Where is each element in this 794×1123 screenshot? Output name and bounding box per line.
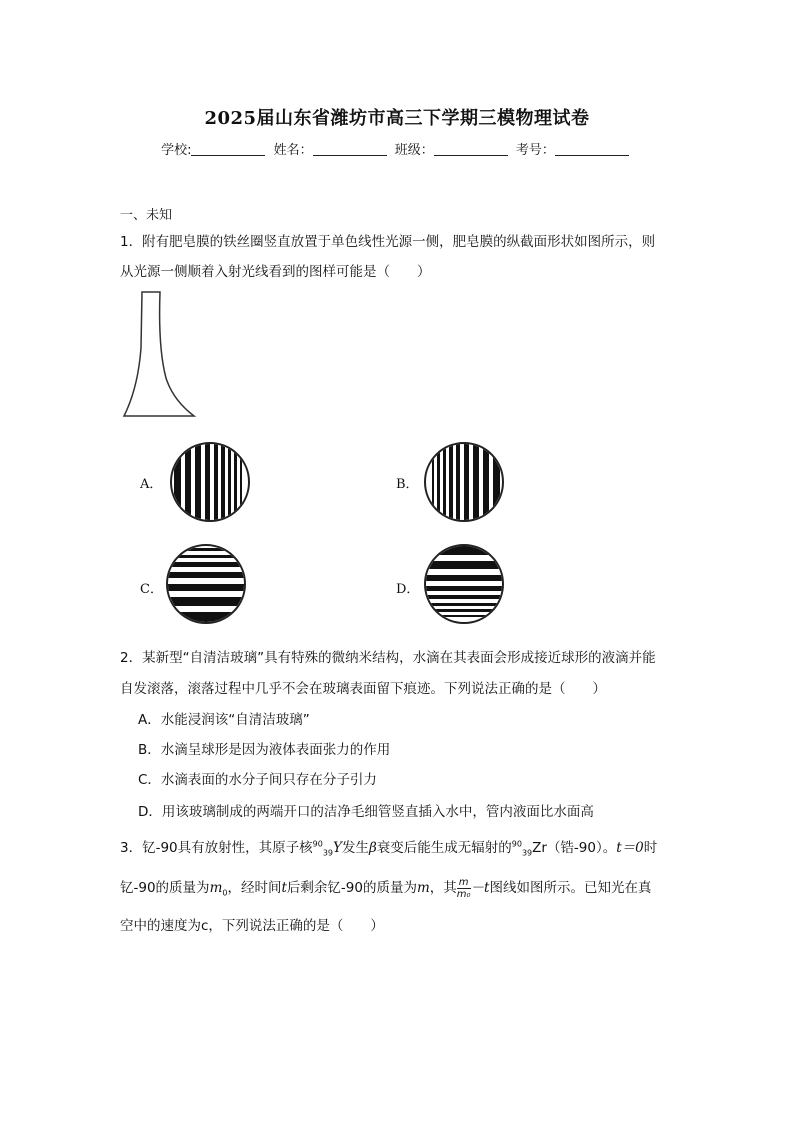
q3-line3: 空中的速度为c，下列说法正确的是（ ） (120, 918, 384, 934)
minus-t: －t (470, 880, 490, 896)
exam-number-blank[interactable] (555, 142, 629, 156)
m0-subscript: 0 (222, 888, 228, 898)
m-symbol: m (416, 880, 430, 896)
t-symbol: t (281, 880, 287, 896)
fraction-numerator: m (458, 876, 469, 888)
q1-option-b-label: B． (396, 477, 419, 492)
q3-text-6: 钇-90的质量为 (120, 880, 210, 896)
q1-line1: 1．附有肥皂膜的铁丝圈竖直放置于单色线性光源一侧，肥皂膜的纵截面形状如图所示，则 (120, 234, 656, 250)
q2-option-c[interactable]: C．水滴表面的水分子间只存在分子引力 (138, 772, 377, 788)
q1-option-d-label: D． (396, 582, 420, 597)
q1-option-d-image[interactable] (424, 544, 504, 624)
q1-option-a-image[interactable] (170, 442, 250, 522)
beta-symbol: β (368, 840, 377, 856)
y-symbol: Y (333, 840, 342, 856)
q1-option-c-label: C． (140, 582, 163, 597)
q3-text-2: 发生 (341, 840, 369, 856)
m-over-m0-fraction (457, 877, 471, 900)
section-heading: 一、未知 (120, 208, 173, 223)
exam-title: 2025届山东省潍坊市高三下学期三模物理试卷 (204, 108, 590, 129)
q2-option-b[interactable]: B．水滴呈球形是因为液体表面张力的作用 (138, 742, 391, 758)
q3-text-8: 后剩余钇-90的质量为 (286, 880, 417, 896)
q3-text-1: 3．钇-90具有放射性，其原子核 (120, 840, 313, 856)
q3-text-3: 衰变后能生成无辐射的 (376, 840, 512, 856)
zr-symbol: Zr (532, 840, 547, 856)
y-mass-number: 90 (312, 839, 323, 849)
class-label: 班级： (394, 143, 434, 158)
q2-line1: 2．某新型“自清洁玻璃”具有特殊的微纳米结构，水滴在其表面会形成接近球形的液滴并能 (120, 650, 656, 666)
q3-text-9: ，其 (429, 880, 457, 896)
q3-line2 (120, 876, 651, 900)
school-label: 学校: (161, 143, 192, 158)
zr-atomic-number: 39 (521, 848, 533, 858)
y-atomic-number: 39 (322, 848, 334, 858)
soap-film-cross-section-figure (118, 288, 198, 420)
q2-line2: 自发滚落，滚落过程中几乎不会在玻璃表面留下痕迹。下列说法正确的是（ ） (120, 681, 606, 697)
q3-text-7: ，经时间 (227, 880, 282, 896)
class-blank[interactable] (434, 142, 508, 156)
q3-text-10: 图线如图所示。已知光在真 (489, 880, 652, 896)
school-blank[interactable] (191, 142, 265, 156)
exam-number-label: 考号： (515, 143, 555, 158)
q3-line1 (120, 836, 657, 858)
t-equals-zero: t＝0 (616, 840, 644, 856)
q1-line2: 从光源一侧顺着入射光线看到的图样可能是（ ） (120, 264, 431, 280)
fraction-denominator: m₀ (456, 888, 471, 900)
m0-symbol: m (209, 880, 223, 896)
q2-option-d[interactable]: D．用该玻璃制成的两端开口的洁净毛细管竖直插入水中，管内液面比水面高 (138, 804, 594, 820)
name-blank[interactable] (313, 142, 387, 156)
name-label: 姓名： (273, 143, 313, 158)
zr-mass-number: 90 (511, 839, 522, 849)
q3-text-5: 时 (643, 840, 658, 856)
q3-text-4: （锆-90）。 (546, 840, 617, 856)
q1-option-c-image[interactable] (166, 544, 246, 624)
q1-option-a-label: A． (140, 477, 163, 492)
q2-option-a[interactable]: A．水能浸润该“自清洁玻璃” (138, 712, 310, 728)
student-info-row (0, 139, 794, 158)
q1-option-b-image[interactable] (424, 442, 504, 522)
